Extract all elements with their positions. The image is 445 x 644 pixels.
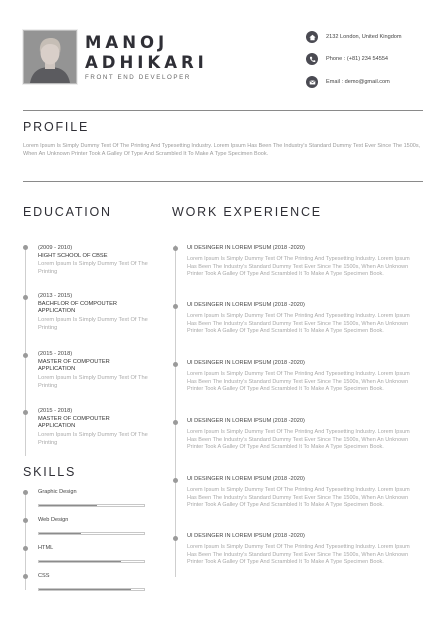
profile-divider	[23, 181, 423, 182]
skill-label: Graphic Design	[38, 489, 77, 495]
skill-label: CSS	[38, 573, 50, 579]
education-item	[38, 245, 148, 277]
work-item	[187, 245, 412, 279]
work-title: UI DESINGER IN LOREM IPSUM (2018 -2020)	[187, 302, 305, 308]
work-title: UI DESINGER IN LOREM IPSUM (2018 -2020)	[187, 360, 305, 366]
education-date: (2009 - 2010)	[38, 245, 73, 251]
profile-photo	[23, 30, 77, 84]
timeline-dot	[173, 246, 178, 251]
timeline-dot	[23, 574, 28, 579]
work-title: UI DESINGER IN LOREM IPSUM (2018 -2020)	[187, 476, 305, 482]
timeline-dot	[23, 518, 28, 523]
skill-bar	[38, 532, 145, 535]
contact-phone	[306, 53, 388, 65]
work-item	[187, 476, 412, 510]
profile-heading: PROFILE	[23, 120, 90, 134]
work-heading: WORK EXPERIENCE	[172, 205, 322, 219]
job-title: FRONT END DEVELOPER	[85, 74, 191, 81]
work-item	[187, 533, 412, 567]
skill-bar-fill	[39, 505, 97, 506]
timeline-dot	[23, 410, 28, 415]
first-name: MANOJ	[85, 33, 169, 52]
education-title: BACHFLOR OF COMPOUTER APPLICATION	[38, 300, 117, 315]
work-title: UI DESINGER IN LOREM IPSUM (2018 -2020)	[187, 418, 305, 424]
education-desc: Lorem Ipsum Is Simply Dummy Text Of The Printing	[38, 317, 148, 331]
timeline-dot	[23, 245, 28, 250]
profile-summary: Lorem Ipsum Is Simply Dummy Text Of The Printing And Typesetting Industry. Lorem Ipsum Has Been The Industry's Standard Dummy Text Ever Since The 1500s, When An Unknown Printer Took A Galley Of Type And Scrambled It To Make A Type Specimen Book.	[23, 143, 421, 157]
work-desc: Lorem Ipsum Is Simply Dummy Text Of The Printing And Typesetting Industry. Lorem Ipsum Has Been The Industry's Standard Dummy Text Ever Since The 1500s, When An Unknown Printer Took A Galley Of Type And Scrambled It To Make A Type Specimen Book.	[187, 543, 410, 566]
phone-icon	[306, 53, 318, 65]
work-title: UI DESINGER IN LOREM IPSUM (2018 -2020)	[187, 533, 305, 539]
education-title: HIGHT SCHOOL OF CBSE	[38, 252, 108, 259]
timeline-dot	[173, 362, 178, 367]
work-desc: Lorem Ipsum Is Simply Dummy Text Of The Printing And Typesetting Industry. Lorem Ipsum Has Been The Industry's Standard Dummy Text Ever Since The 1500s, When An Unknown Printer Took A Galley Of Type And Scrambled It To Make A Type Specimen Book.	[187, 312, 410, 335]
education-date: (2015 - 2018)	[38, 408, 73, 414]
timeline-dot	[23, 295, 28, 300]
work-title: UI DESINGER IN LOREM IPSUM (2018 -2020)	[187, 245, 305, 251]
phone-text: Phone : (+81) 234 54554	[326, 56, 389, 62]
skill-bar-fill	[39, 533, 81, 534]
skill-bar	[38, 588, 145, 591]
work-desc: Lorem Ipsum Is Simply Dummy Text Of The Printing And Typesetting Industry. Lorem Ipsum Has Been The Industry's Standard Dummy Text Ever Since The 1500s, When An Unknown Printer Took A Galley Of Type And Scrambled It To Make A Type Specimen Book.	[187, 370, 410, 393]
education-date: (2013 - 2015)	[38, 293, 73, 299]
skill-bar	[38, 504, 145, 507]
skill-bar-fill	[39, 589, 131, 590]
timeline-dot	[173, 536, 178, 541]
work-desc: Lorem Ipsum Is Simply Dummy Text Of The Printing And Typesetting Industry. Lorem Ipsum Has Been The Industry's Standard Dummy Text Ever Since The 1500s, When An Unknown Printer Took A Galley Of Type And Scrambled It To Make A Type Specimen Book.	[187, 255, 410, 278]
contact-address	[306, 31, 402, 43]
skill-label: Web Design	[38, 517, 69, 523]
home-icon	[306, 31, 318, 43]
timeline-dot	[173, 478, 178, 483]
education-desc: Lorem Ipsum Is Simply Dummy Text Of The Printing	[38, 261, 148, 276]
education-item	[38, 408, 148, 447]
skills-heading: SKILLS	[23, 465, 77, 479]
work-item	[187, 360, 412, 394]
skill-label: HTML	[38, 545, 54, 551]
skill-bar-fill	[39, 561, 121, 562]
address-text: 2132 London, United Kingdom	[326, 34, 402, 40]
education-title: MASTER OF COMPOUTER APPLICATION	[38, 358, 110, 373]
person-photo-icon	[24, 31, 76, 83]
skill-bar	[38, 560, 145, 563]
email-icon	[306, 76, 318, 88]
email-text[interactable]: Email : demo@gmail.com	[326, 79, 390, 85]
work-item	[187, 302, 412, 336]
education-item	[38, 293, 148, 332]
timeline-dot	[173, 304, 178, 309]
education-desc: Lorem Ipsum Is Simply Dummy Text Of The Printing	[38, 432, 148, 446]
contact-email[interactable]	[306, 76, 390, 88]
education-title: MASTER OF COMPOUTER APPLICATION	[38, 415, 110, 430]
work-item	[187, 418, 412, 452]
timeline-dot	[23, 490, 28, 495]
last-name: ADHIKARI	[85, 53, 208, 72]
work-timeline	[175, 245, 176, 577]
header-divider	[23, 110, 423, 111]
timeline-dot	[23, 353, 28, 358]
work-desc: Lorem Ipsum Is Simply Dummy Text Of The Printing And Typesetting Industry. Lorem Ipsum Has Been The Industry's Standard Dummy Text Ever Since The 1500s, When An Unknown Printer Took A Galley Of Type And Scrambled It To Make A Type Specimen Book.	[187, 486, 410, 509]
education-desc: Lorem Ipsum Is Simply Dummy Text Of The Printing	[38, 375, 148, 389]
timeline-dot	[23, 546, 28, 551]
education-timeline	[25, 245, 26, 456]
work-desc: Lorem Ipsum Is Simply Dummy Text Of The Printing And Typesetting Industry. Lorem Ipsum Has Been The Industry's Standard Dummy Text Ever Since The 1500s, When An Unknown Printer Took A Galley Of Type And Scrambled It To Make A Type Specimen Book.	[187, 428, 410, 451]
education-heading: EDUCATION	[23, 205, 112, 219]
education-date: (2015 - 2018)	[38, 351, 73, 357]
timeline-dot	[173, 420, 178, 425]
education-item	[38, 351, 148, 390]
